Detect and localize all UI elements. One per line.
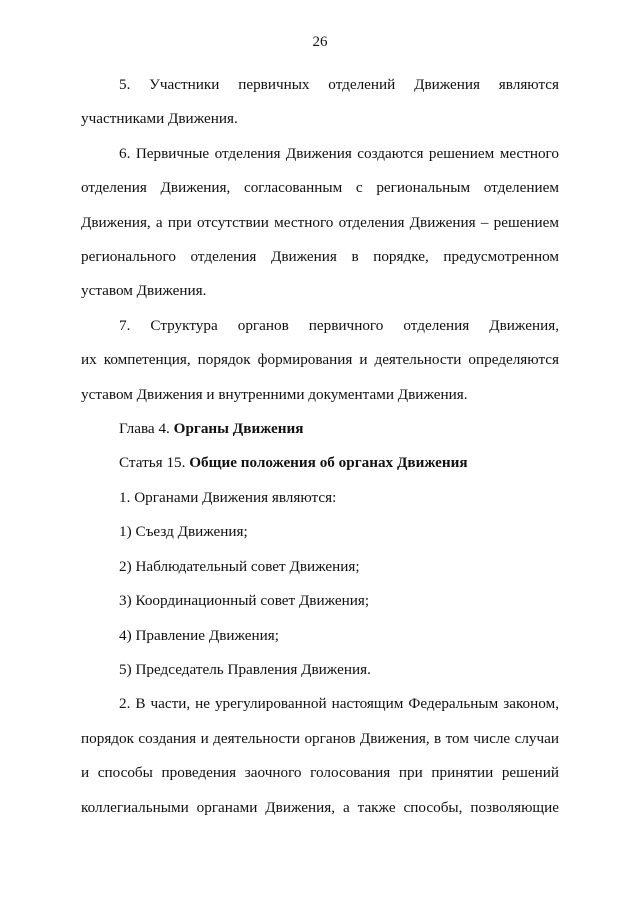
word: Структура bbox=[150, 316, 218, 334]
organs-list-item: 5) Председатель Правления Движения. bbox=[119, 660, 371, 678]
article-title: Общие положения об органах Движения bbox=[189, 454, 468, 472]
organs-list-item: 4) Правление Движения; bbox=[119, 626, 279, 644]
paragraph-5-first-line bbox=[81, 68, 559, 102]
article-prefix: Статья 15. bbox=[119, 454, 190, 472]
word: органов bbox=[237, 316, 289, 334]
organs-list-item: 2) Наблюдательный совет Движения; bbox=[119, 557, 360, 575]
paragraph-5-continuation: участниками Движения. bbox=[81, 110, 238, 128]
paragraph-7-continuation: их компетенция, порядок формирования и деятельности определяются уставом Движения и внутренними документами Движения. bbox=[81, 351, 559, 403]
paragraph-last: 2. В части, не урегулированной настоящим Федеральным законом, порядок создания и деятельности органов Движения, в том числе случаи и способы проведения заочного голосования при принятии решений коллегиальными органами Движения, а также способы, позволяющие bbox=[81, 695, 559, 816]
word: являются bbox=[498, 76, 559, 93]
word: Движения bbox=[414, 76, 481, 93]
chapter-prefix: Глава 4. bbox=[119, 420, 174, 438]
word: отделения bbox=[403, 316, 470, 334]
page-number: 26 bbox=[312, 34, 328, 50]
word: 7. bbox=[119, 316, 131, 334]
paragraph-7-first-line bbox=[81, 309, 559, 343]
document-body bbox=[81, 68, 559, 825]
word: отделений bbox=[328, 76, 396, 93]
word: Движения, bbox=[489, 316, 559, 334]
chapter-title: Органы Движения bbox=[173, 420, 304, 438]
organs-list-item: 1) Съезд Движения; bbox=[119, 523, 248, 541]
organs-intro: 1. Органами Движения являются: bbox=[119, 488, 337, 506]
word: 5. bbox=[119, 76, 131, 93]
word: первичного bbox=[308, 316, 384, 334]
article-heading bbox=[81, 446, 559, 480]
chapter-heading bbox=[81, 412, 559, 446]
paragraph-6: 6. Первичные отделения Движения создаются решением местного отделения Движения, согласованным с региональным отделением Движения, а при отсутствии местного отделения Движения – решением регионального отделения Движения в порядке, предусмотренном уставом Движения. bbox=[81, 144, 559, 300]
word: Участники bbox=[149, 76, 220, 93]
organs-list-item: 3) Координационный совет Движения; bbox=[119, 592, 370, 610]
word: первичных bbox=[238, 76, 310, 93]
